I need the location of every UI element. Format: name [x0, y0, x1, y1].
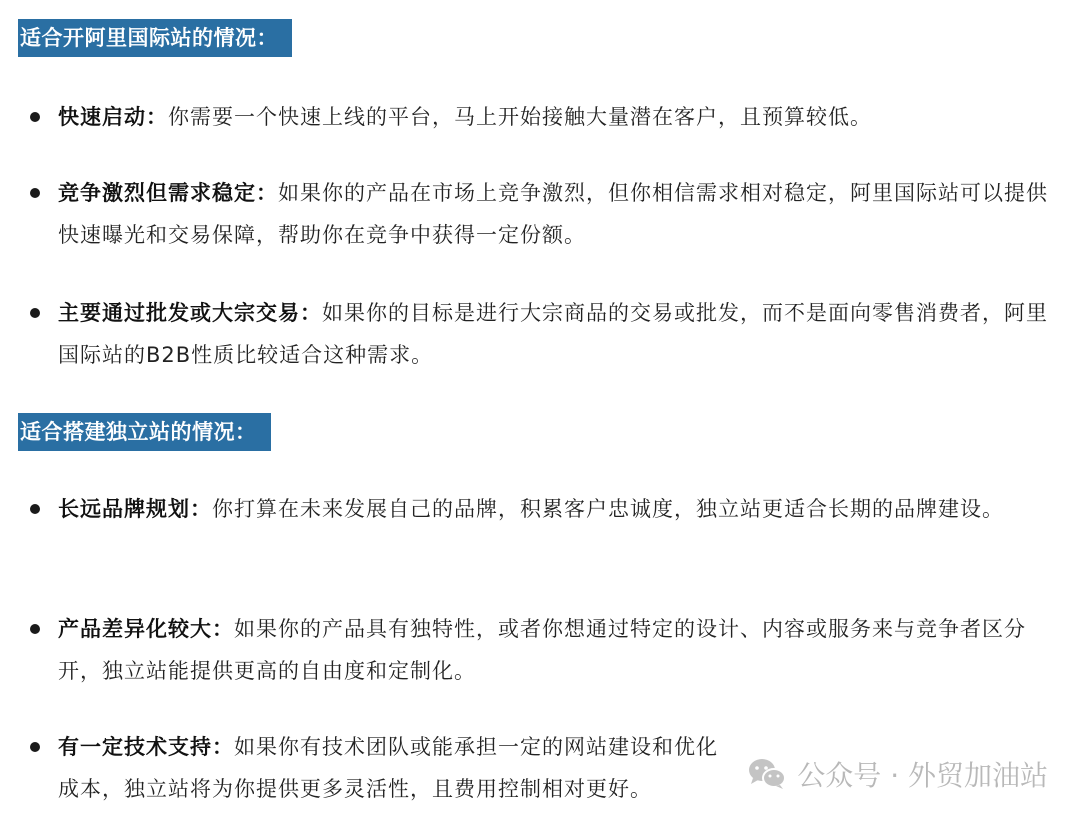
list-item — [30, 292, 1050, 376]
item-term: 竞争激烈但需求稳定： — [58, 181, 278, 205]
item-text: 如果你有技术团队或能承担一定的网站建设和优化成本，独立站将为你提供更多灵活性，且费用控制相对更好。 — [58, 735, 718, 801]
bullet-icon — [30, 742, 40, 752]
item-text: 你打算在未来发展自己的品牌，积累客户忠诚度，独立站更适合长期的品牌建设。 — [212, 497, 1004, 521]
item-term: 主要通过批发或大宗交易： — [58, 301, 322, 325]
list-item — [30, 96, 1050, 138]
list-item — [30, 726, 720, 810]
bullet-icon — [30, 624, 40, 634]
bullet-icon — [30, 112, 40, 122]
wechat-icon — [747, 757, 787, 791]
item-text: 如果你的产品在市场上竞争激烈，但你相信需求相对稳定，阿里国际站可以提供快速曝光和交易保障，帮助你在竞争中获得一定份额。 — [58, 181, 1048, 247]
bullet-icon — [30, 188, 40, 198]
list-item — [30, 608, 1050, 692]
section-heading-alibaba: 适合开阿里国际站的情况： — [18, 19, 292, 57]
item-text: 你需要一个快速上线的平台，马上开始接触大量潜在客户，且预算较低。 — [168, 105, 872, 129]
item-term: 有一定技术支持： — [58, 735, 234, 759]
item-term: 快速启动： — [58, 105, 168, 129]
item-text: 如果你的目标是进行大宗商品的交易或批发，而不是面向零售消费者，阿里国际站的B2B性质比较适合这种需求。 — [58, 301, 1048, 367]
section-heading-independent-site: 适合搭建独立站的情况： — [18, 413, 271, 451]
item-text: 如果你的产品具有独特性，或者你想通过特定的设计、内容或服务来与竞争者区分开，独立站能提供更高的自由度和定制化。 — [58, 617, 1026, 683]
bullet-icon — [30, 504, 40, 514]
watermark-text: 公众号 · 外贸加油站 — [797, 759, 1048, 792]
item-term: 长远品牌规划： — [58, 497, 212, 521]
item-term: 产品差异化较大： — [58, 617, 234, 641]
bullet-icon — [30, 308, 40, 318]
watermark — [747, 752, 1048, 796]
list-item — [30, 172, 1050, 256]
list-item — [30, 488, 1050, 530]
